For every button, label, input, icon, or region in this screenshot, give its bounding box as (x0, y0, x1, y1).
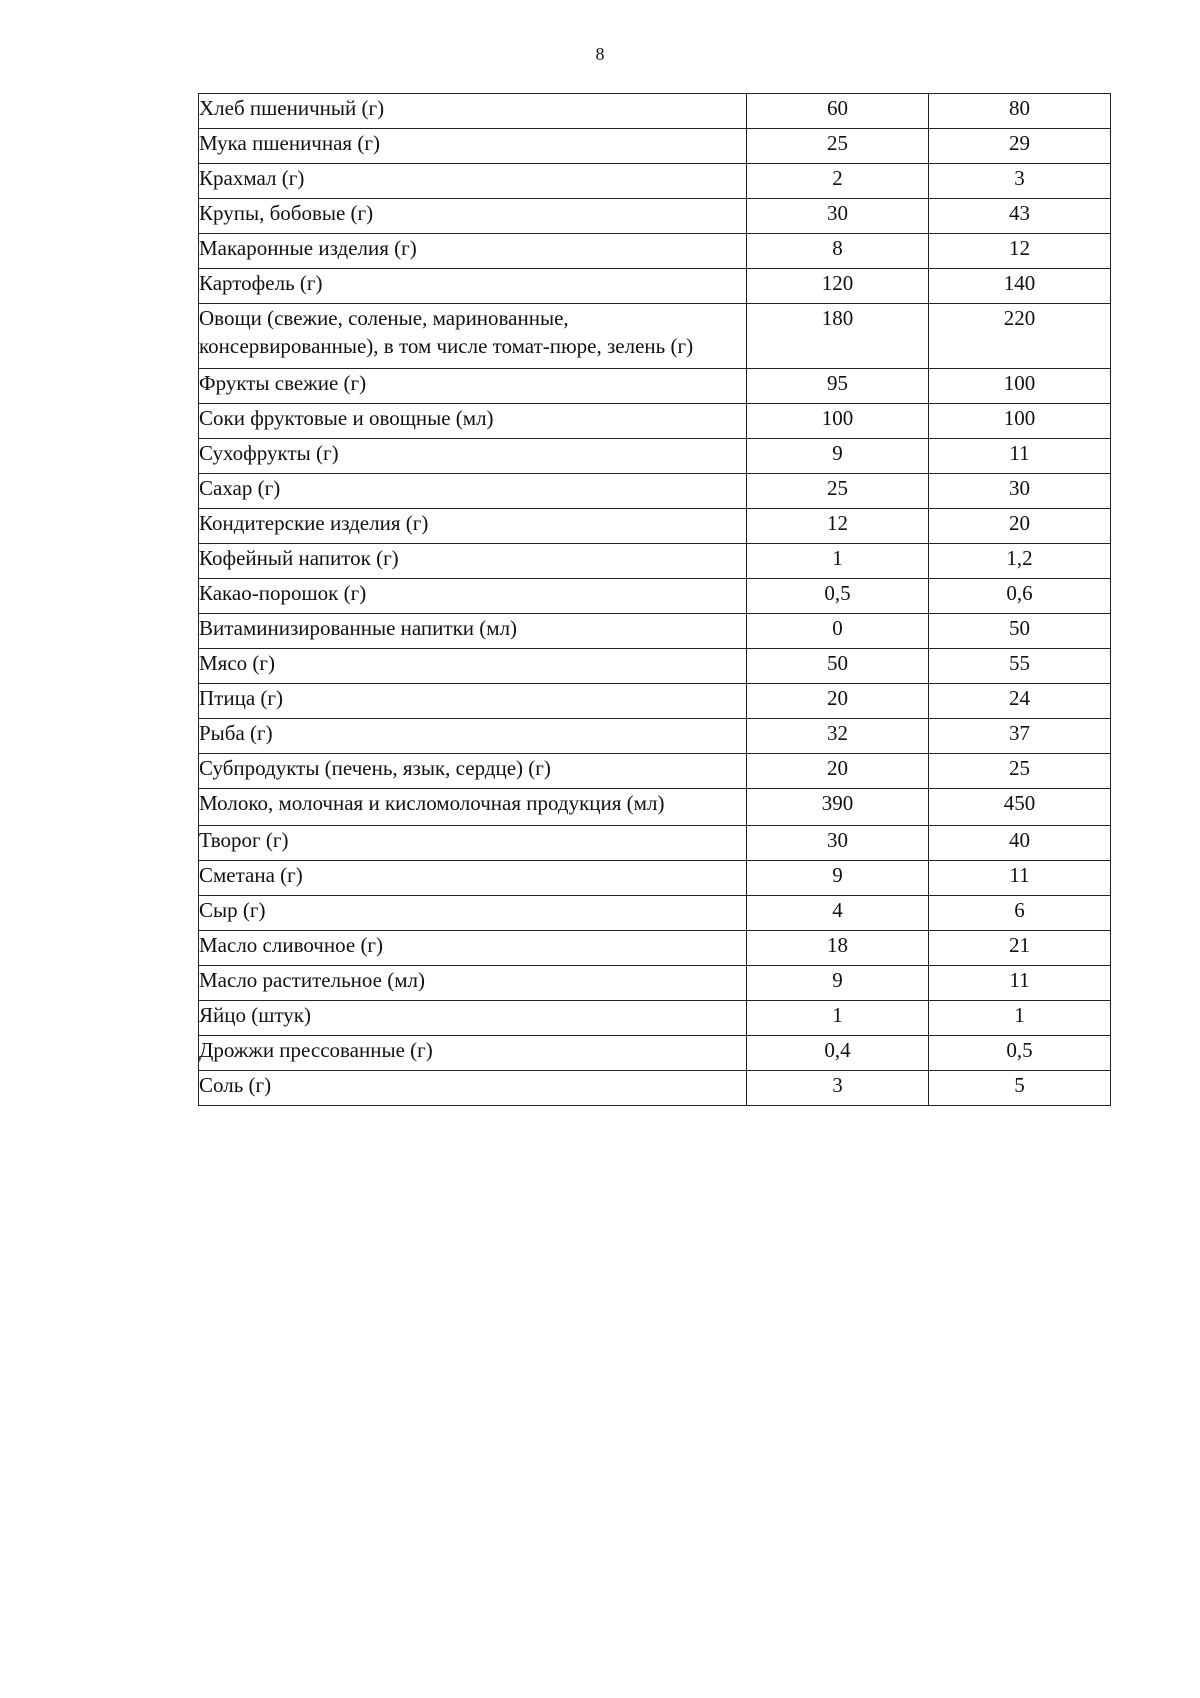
table-row (199, 199, 1111, 234)
product-name-cell: Картофель (г) (199, 269, 747, 304)
product-name-cell: Крупы, бобовые (г) (199, 199, 747, 234)
table-row (199, 544, 1111, 579)
value-cell-1: 30 (747, 199, 929, 234)
product-name-cell: Масло сливочное (г) (199, 931, 747, 966)
product-name-cell: Субпродукты (печень, язык, сердце) (г) (199, 754, 747, 789)
product-name-cell: Творог (г) (199, 826, 747, 861)
value-cell-2: 25 (929, 754, 1111, 789)
value-cell-1: 0,5 (747, 579, 929, 614)
table-row (199, 1001, 1111, 1036)
value-cell-1: 9 (747, 439, 929, 474)
table-row (199, 789, 1111, 826)
value-cell-1: 12 (747, 509, 929, 544)
table-row (199, 129, 1111, 164)
product-name-cell: Фрукты свежие (г) (199, 369, 747, 404)
value-cell-2: 450 (929, 789, 1111, 826)
product-name-cell: Кофейный напиток (г) (199, 544, 747, 579)
value-cell-2: 37 (929, 719, 1111, 754)
table-row (199, 931, 1111, 966)
table-row (199, 234, 1111, 269)
product-name-cell: Витаминизированные напитки (мл) (199, 614, 747, 649)
value-cell-2: 50 (929, 614, 1111, 649)
value-cell-2: 100 (929, 404, 1111, 439)
value-cell-2: 0,6 (929, 579, 1111, 614)
table-row (199, 649, 1111, 684)
product-name-cell: Молоко, молочная и кисломолочная продукция (мл) (199, 789, 747, 826)
table-row (199, 966, 1111, 1001)
value-cell-1: 180 (747, 304, 929, 369)
table-row (199, 269, 1111, 304)
value-cell-1: 390 (747, 789, 929, 826)
product-name-cell: Сыр (г) (199, 896, 747, 931)
table-row (199, 754, 1111, 789)
value-cell-1: 50 (747, 649, 929, 684)
table-row (199, 439, 1111, 474)
table-row (199, 404, 1111, 439)
table-row (199, 509, 1111, 544)
value-cell-2: 6 (929, 896, 1111, 931)
value-cell-1: 20 (747, 754, 929, 789)
value-cell-1: 100 (747, 404, 929, 439)
value-cell-1: 0,4 (747, 1036, 929, 1071)
value-cell-1: 95 (747, 369, 929, 404)
product-name-cell: Сухофрукты (г) (199, 439, 747, 474)
table-row (199, 94, 1111, 129)
value-cell-2: 140 (929, 269, 1111, 304)
value-cell-1: 8 (747, 234, 929, 269)
product-name-cell: Сахар (г) (199, 474, 747, 509)
value-cell-2: 5 (929, 1071, 1111, 1106)
table-row (199, 369, 1111, 404)
table-row (199, 719, 1111, 754)
product-name-cell: Мука пшеничная (г) (199, 129, 747, 164)
value-cell-2: 55 (929, 649, 1111, 684)
value-cell-2: 12 (929, 234, 1111, 269)
value-cell-2: 43 (929, 199, 1111, 234)
table-row (199, 1071, 1111, 1106)
value-cell-2: 11 (929, 966, 1111, 1001)
product-name-cell: Какао-порошок (г) (199, 579, 747, 614)
product-name-cell: Кондитерские изделия (г) (199, 509, 747, 544)
value-cell-2: 80 (929, 94, 1111, 129)
value-cell-2: 100 (929, 369, 1111, 404)
value-cell-2: 30 (929, 474, 1111, 509)
value-cell-2: 21 (929, 931, 1111, 966)
value-cell-1: 1 (747, 544, 929, 579)
product-name-cell: Рыба (г) (199, 719, 747, 754)
table-row (199, 614, 1111, 649)
value-cell-1: 9 (747, 966, 929, 1001)
table-row (199, 896, 1111, 931)
table-row (199, 304, 1111, 369)
product-name-cell: Масло растительное (мл) (199, 966, 747, 1001)
product-name-cell: Макаронные изделия (г) (199, 234, 747, 269)
value-cell-1: 2 (747, 164, 929, 199)
table-row (199, 684, 1111, 719)
product-name-cell: Яйцо (штук) (199, 1001, 747, 1036)
product-name-cell: Крахмал (г) (199, 164, 747, 199)
table-row (199, 826, 1111, 861)
product-name-cell: Сметана (г) (199, 861, 747, 896)
value-cell-1: 18 (747, 931, 929, 966)
value-cell-2: 11 (929, 861, 1111, 896)
table-row (199, 164, 1111, 199)
value-cell-1: 32 (747, 719, 929, 754)
product-name-cell: Птица (г) (199, 684, 747, 719)
page-number: 8 (595, 44, 605, 64)
value-cell-2: 220 (929, 304, 1111, 369)
value-cell-1: 3 (747, 1071, 929, 1106)
value-cell-2: 0,5 (929, 1036, 1111, 1071)
product-name-cell: Соки фруктовые и овощные (мл) (199, 404, 747, 439)
value-cell-1: 4 (747, 896, 929, 931)
value-cell-1: 1 (747, 1001, 929, 1036)
product-name-cell: Овощи (свежие, соленые, маринованные, консервированные), в том числе томат-пюре, зелень (г) (199, 304, 747, 369)
value-cell-2: 24 (929, 684, 1111, 719)
value-cell-2: 1 (929, 1001, 1111, 1036)
value-cell-2: 3 (929, 164, 1111, 199)
value-cell-2: 1,2 (929, 544, 1111, 579)
product-name-cell: Хлеб пшеничный (г) (199, 94, 747, 129)
value-cell-2: 40 (929, 826, 1111, 861)
product-name-cell: Соль (г) (199, 1071, 747, 1106)
value-cell-1: 20 (747, 684, 929, 719)
table-row (199, 474, 1111, 509)
value-cell-2: 29 (929, 129, 1111, 164)
value-cell-1: 9 (747, 861, 929, 896)
value-cell-1: 0 (747, 614, 929, 649)
product-name-cell: Мясо (г) (199, 649, 747, 684)
product-name-cell: Дрожжи прессованные (г) (199, 1036, 747, 1071)
table-row (199, 861, 1111, 896)
value-cell-1: 120 (747, 269, 929, 304)
value-cell-1: 60 (747, 94, 929, 129)
table-row (199, 1036, 1111, 1071)
table-row (199, 579, 1111, 614)
value-cell-1: 25 (747, 129, 929, 164)
value-cell-1: 25 (747, 474, 929, 509)
value-cell-2: 11 (929, 439, 1111, 474)
table-body (199, 94, 1111, 1106)
food-norms-table (198, 93, 1111, 1106)
value-cell-2: 20 (929, 509, 1111, 544)
value-cell-1: 30 (747, 826, 929, 861)
